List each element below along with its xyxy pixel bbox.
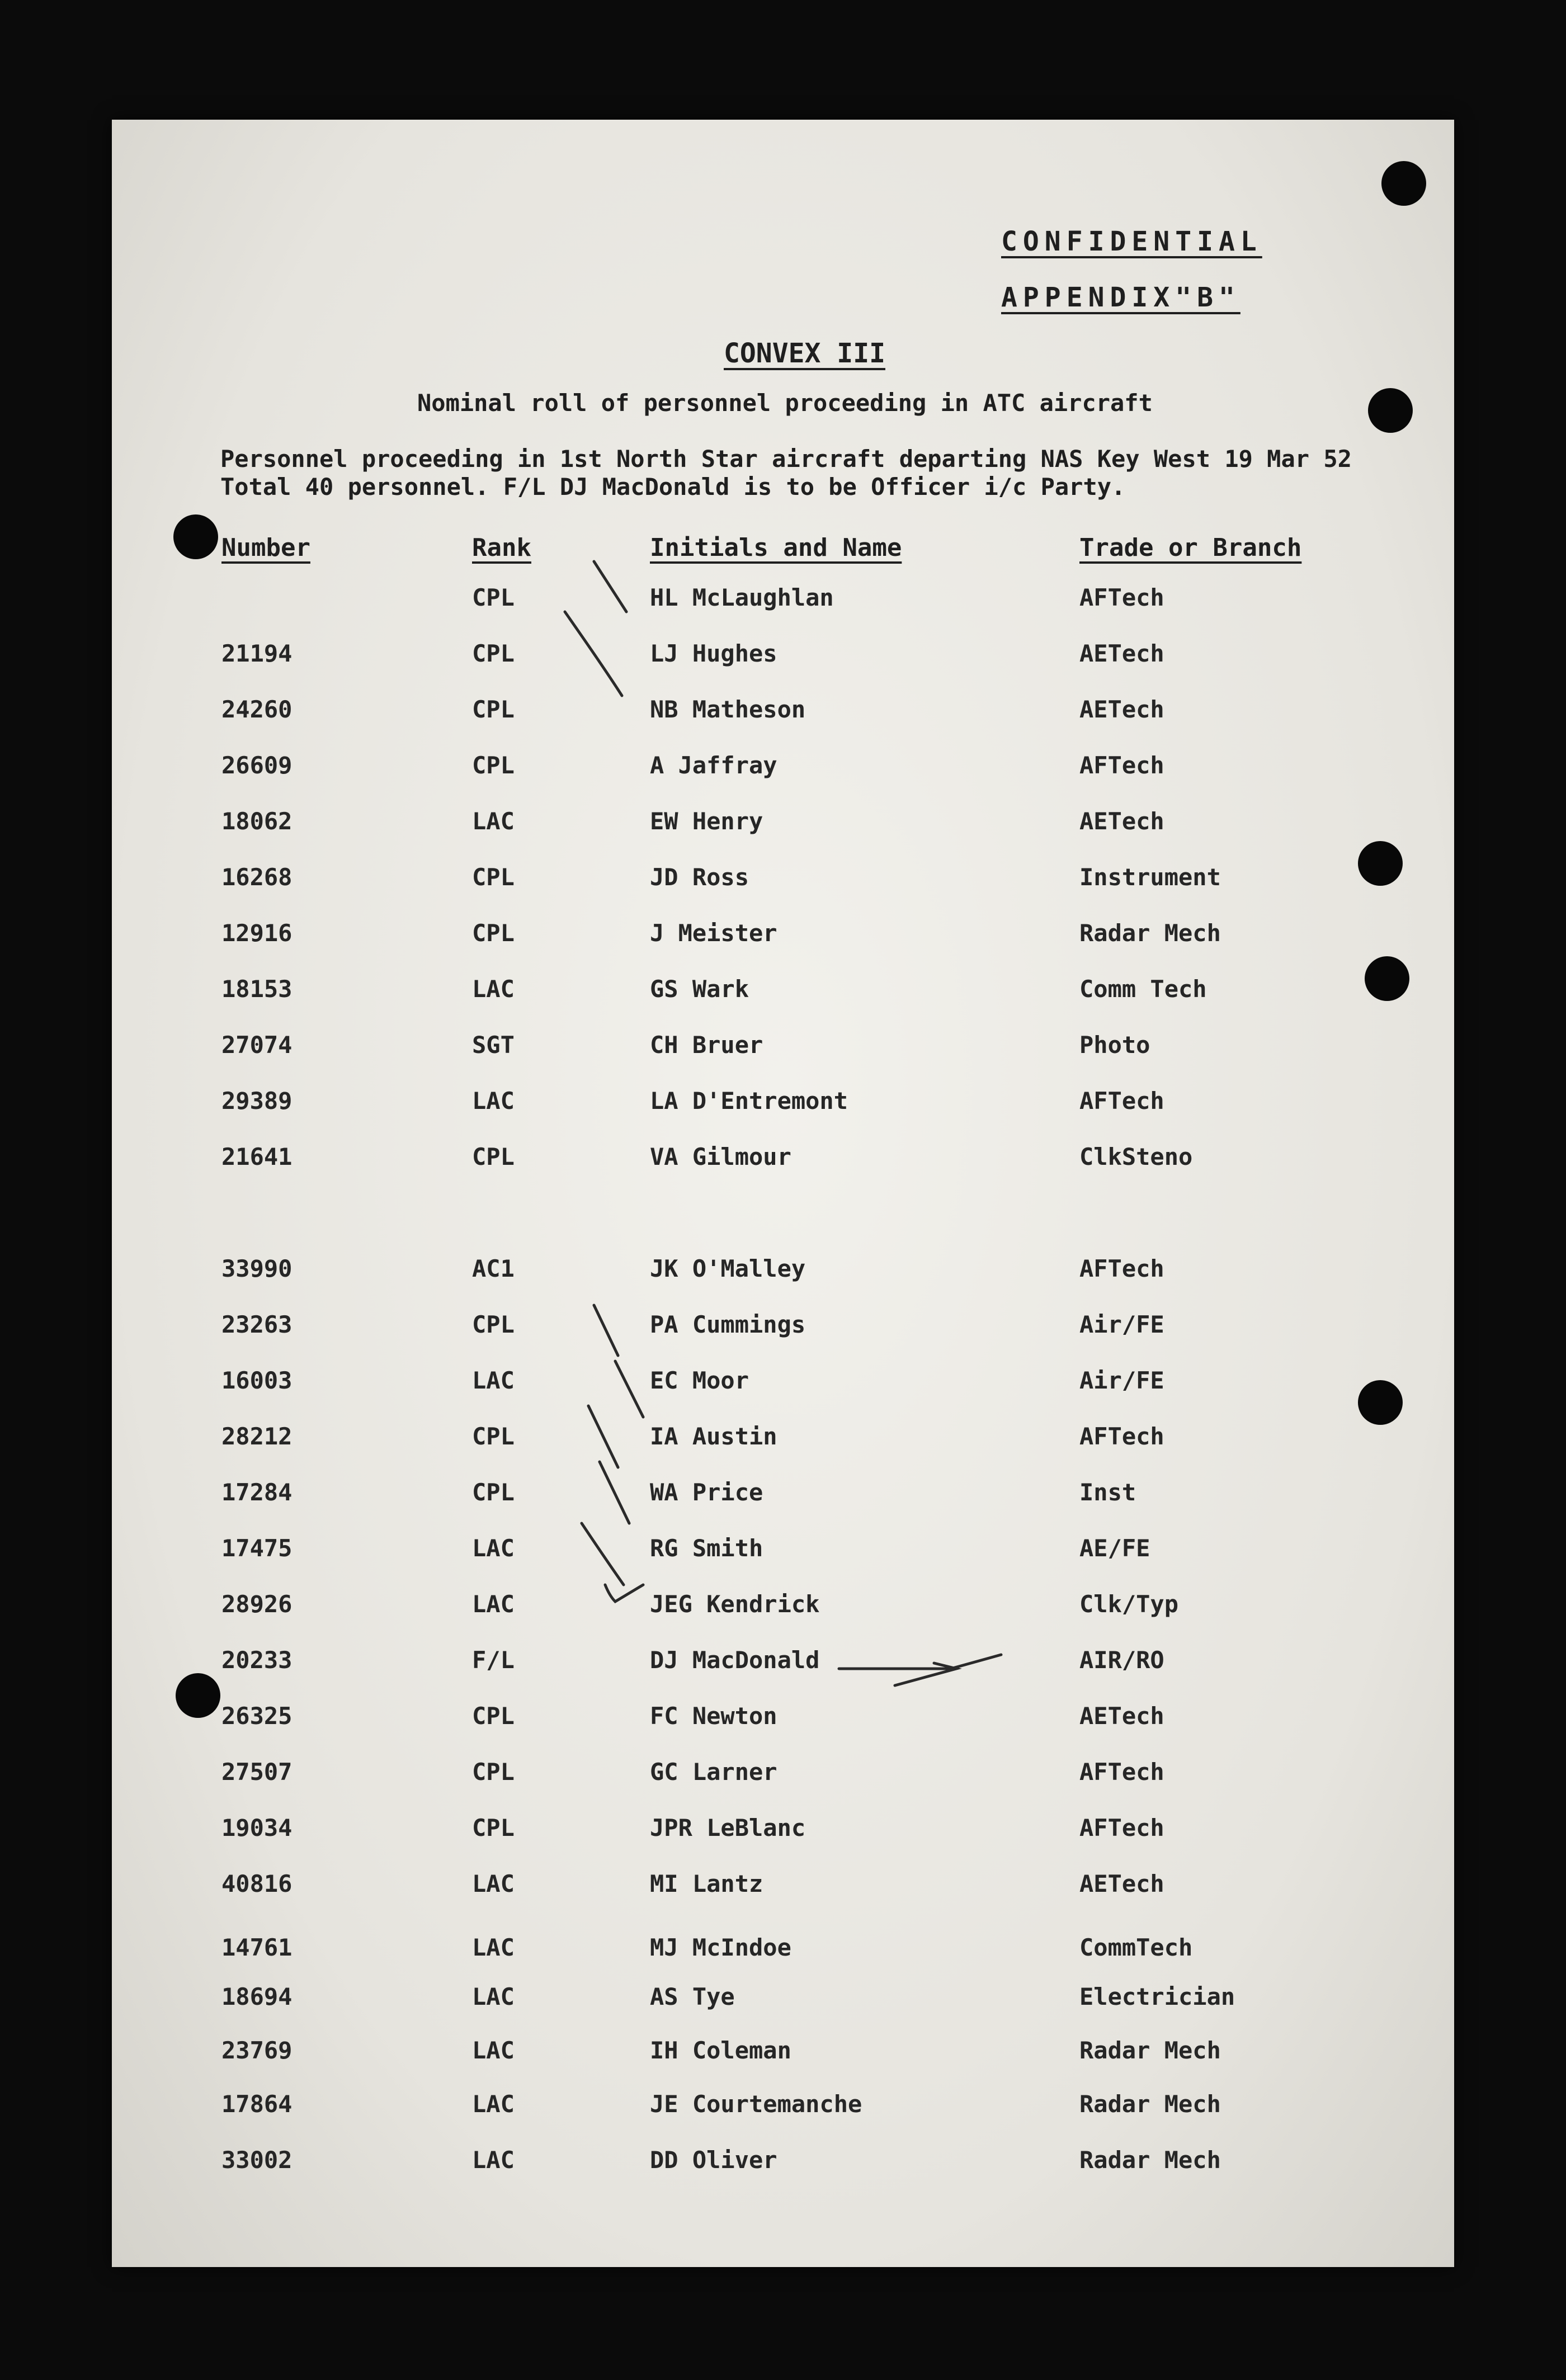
- cell-trade: AFTech: [1079, 1087, 1164, 1115]
- cell-number: 27507: [221, 1758, 293, 1786]
- cell-number: 14761: [221, 1934, 293, 1961]
- cell-rank: LAC: [472, 2090, 515, 2118]
- cell-rank: CPL: [472, 1479, 515, 1506]
- cell-trade: Electrician: [1079, 1983, 1235, 2010]
- cell-rank: CPL: [472, 640, 515, 667]
- cell-rank: CPL: [472, 1143, 515, 1170]
- cell-name: JPR LeBlanc: [650, 1814, 806, 1841]
- cell-name: J Meister: [650, 919, 777, 947]
- cell-name: A Jaffray: [650, 752, 777, 779]
- cell-name: IH Coleman: [650, 2037, 791, 2064]
- cell-number: 21641: [221, 1143, 293, 1170]
- cell-rank: CPL: [472, 696, 515, 723]
- table-row: [112, 1870, 1454, 1904]
- table-row: [112, 1423, 1454, 1456]
- cell-rank: F/L: [472, 1646, 515, 1674]
- table-row: [112, 1087, 1454, 1121]
- cell-trade: CommTech: [1079, 1934, 1193, 1961]
- table-row: [112, 1534, 1454, 1568]
- cell-name: WA Price: [650, 1479, 763, 1506]
- table-row: [112, 1367, 1454, 1400]
- cell-trade: AFTech: [1079, 1255, 1164, 1282]
- column-header-rank: Rank: [472, 533, 531, 562]
- cell-name: FC Newton: [650, 1702, 777, 1730]
- cell-number: 29389: [221, 1087, 293, 1115]
- cell-rank: CPL: [472, 1702, 515, 1730]
- table-row: [112, 1702, 1454, 1736]
- cell-number: 24260: [221, 696, 293, 723]
- cell-name: NB Matheson: [650, 696, 806, 723]
- cell-number: 28212: [221, 1423, 293, 1450]
- table-row: [112, 2037, 1454, 2070]
- intro-line-2: Total 40 personnel. F/L DJ MacDonald is to be Officer i/c Party.: [220, 473, 1126, 500]
- cell-name: DJ MacDonald: [650, 1646, 820, 1674]
- cell-number: 21194: [221, 640, 293, 667]
- cell-number: 17475: [221, 1534, 293, 1562]
- cell-name: MJ McIndoe: [650, 1934, 791, 1961]
- cell-trade: Comm Tech: [1079, 975, 1207, 1003]
- cell-number: 18694: [221, 1983, 293, 2010]
- appendix-label: APPENDIX"B": [1001, 282, 1240, 313]
- cell-rank: CPL: [472, 863, 515, 891]
- cell-trade: AETech: [1079, 1870, 1164, 1897]
- cell-rank: CPL: [472, 1814, 515, 1841]
- cell-trade: AETech: [1079, 640, 1164, 667]
- cell-rank: CPL: [472, 1423, 515, 1450]
- cell-trade: Radar Mech: [1079, 2090, 1221, 2118]
- cell-name: LA D'Entremont: [650, 1087, 848, 1115]
- table-row: [112, 1758, 1454, 1792]
- table-row: [112, 584, 1454, 617]
- cell-name: IA Austin: [650, 1423, 777, 1450]
- cell-rank: CPL: [472, 919, 515, 947]
- table-row: [112, 1934, 1454, 1967]
- confidential-marking: CONFIDENTIAL: [1001, 226, 1262, 257]
- cell-name: GS Wark: [650, 975, 749, 1003]
- cell-trade: AFTech: [1079, 1423, 1164, 1450]
- cell-trade: Air/FE: [1079, 1311, 1164, 1338]
- cell-rank: CPL: [472, 1758, 515, 1786]
- cell-name: HL McLaughlan: [650, 584, 834, 611]
- table-row: [112, 696, 1454, 729]
- table-row: [112, 1031, 1454, 1065]
- cell-trade: Radar Mech: [1079, 2146, 1221, 2174]
- cell-number: 26325: [221, 1702, 293, 1730]
- cell-name: VA Gilmour: [650, 1143, 791, 1170]
- cell-number: 18153: [221, 975, 293, 1003]
- cell-trade: AETech: [1079, 696, 1164, 723]
- cell-name: DD Oliver: [650, 2146, 777, 2174]
- cell-rank: LAC: [472, 1087, 515, 1115]
- table-row: [112, 1311, 1454, 1344]
- cell-name: RG Smith: [650, 1534, 763, 1562]
- cell-number: 18062: [221, 808, 293, 835]
- table-row: [112, 919, 1454, 953]
- cell-trade: AFTech: [1079, 752, 1164, 779]
- table-row: [112, 1814, 1454, 1848]
- cell-name: CH Bruer: [650, 1031, 763, 1059]
- cell-name: JEG Kendrick: [650, 1590, 820, 1618]
- cell-number: 33002: [221, 2146, 293, 2174]
- cell-name: JE Courtemanche: [650, 2090, 862, 2118]
- table-row: [112, 1255, 1454, 1288]
- table-row: [112, 1479, 1454, 1512]
- table-row: [112, 1143, 1454, 1177]
- cell-trade: AETech: [1079, 1702, 1164, 1730]
- cell-name: AS Tye: [650, 1983, 735, 2010]
- cell-rank: CPL: [472, 752, 515, 779]
- cell-number: 26609: [221, 752, 293, 779]
- cell-rank: LAC: [472, 1367, 515, 1394]
- cell-trade: Radar Mech: [1079, 2037, 1221, 2064]
- cell-number: 17284: [221, 1479, 293, 1506]
- cell-trade: ClkSteno: [1079, 1143, 1193, 1170]
- cell-name: LJ Hughes: [650, 640, 777, 667]
- cell-number: 16268: [221, 863, 293, 891]
- cell-number: 40816: [221, 1870, 293, 1897]
- column-header-trade: Trade or Branch: [1079, 533, 1302, 562]
- table-row: [112, 2090, 1454, 2124]
- cell-rank: LAC: [472, 1534, 515, 1562]
- cell-number: 17864: [221, 2090, 293, 2118]
- cell-trade: Radar Mech: [1079, 919, 1221, 947]
- cell-name: EW Henry: [650, 808, 763, 835]
- cell-rank: LAC: [472, 1983, 515, 2010]
- table-row: [112, 640, 1454, 673]
- intro-line-1: Personnel proceeding in 1st North Star aircraft departing NAS Key West 19 Mar 52: [220, 445, 1352, 473]
- cell-rank: LAC: [472, 808, 515, 835]
- cell-rank: AC1: [472, 1255, 515, 1282]
- column-header-number: Number: [221, 533, 310, 562]
- document-title: CONVEX III: [724, 338, 885, 369]
- cell-rank: CPL: [472, 1311, 515, 1338]
- cell-name: PA Cummings: [650, 1311, 806, 1338]
- cell-number: 28926: [221, 1590, 293, 1618]
- cell-trade: AFTech: [1079, 584, 1164, 611]
- cell-number: 27074: [221, 1031, 293, 1059]
- table-row: [112, 863, 1454, 897]
- cell-rank: CPL: [472, 584, 515, 611]
- cell-trade: AFTech: [1079, 1814, 1164, 1841]
- cell-trade: AIR/RO: [1079, 1646, 1164, 1674]
- cell-name: MI Lantz: [650, 1870, 763, 1897]
- cell-number: 19034: [221, 1814, 293, 1841]
- cell-trade: AFTech: [1079, 1758, 1164, 1786]
- table-row: [112, 808, 1454, 841]
- cell-trade: Instrument: [1079, 863, 1221, 891]
- cell-number: 23263: [221, 1311, 293, 1338]
- cell-number: 20233: [221, 1646, 293, 1674]
- cell-rank: LAC: [472, 2037, 515, 2064]
- cell-rank: LAC: [472, 975, 515, 1003]
- cell-name: JK O'Malley: [650, 1255, 806, 1282]
- cell-number: 16003: [221, 1367, 293, 1394]
- cell-rank: LAC: [472, 2146, 515, 2174]
- table-row: [112, 752, 1454, 785]
- table-row: [112, 1983, 1454, 2017]
- cell-number: 23769: [221, 2037, 293, 2064]
- document-subtitle: Nominal roll of personnel proceeding in ATC aircraft: [417, 389, 1153, 417]
- cell-trade: Air/FE: [1079, 1367, 1164, 1394]
- column-header-name: Initials and Name: [650, 533, 902, 562]
- cell-number: 33990: [221, 1255, 293, 1282]
- cell-name: JD Ross: [650, 863, 749, 891]
- table-row: [112, 1590, 1454, 1624]
- table-row: [112, 975, 1454, 1009]
- cell-trade: Clk/Typ: [1079, 1590, 1179, 1618]
- table-row: [112, 2146, 1454, 2180]
- cell-name: GC Larner: [650, 1758, 777, 1786]
- cell-trade: Photo: [1079, 1031, 1150, 1059]
- cell-rank: LAC: [472, 1870, 515, 1897]
- table-row: [112, 1646, 1454, 1680]
- cell-rank: SGT: [472, 1031, 515, 1059]
- cell-rank: LAC: [472, 1590, 515, 1618]
- cell-name: EC Moor: [650, 1367, 749, 1394]
- cell-trade: AETech: [1079, 808, 1164, 835]
- personnel-table: [112, 120, 1454, 2267]
- cell-trade: Inst: [1079, 1479, 1136, 1506]
- cell-rank: LAC: [472, 1934, 515, 1961]
- document-page: [112, 120, 1454, 2267]
- cell-number: 12916: [221, 919, 293, 947]
- cell-trade: AE/FE: [1079, 1534, 1150, 1562]
